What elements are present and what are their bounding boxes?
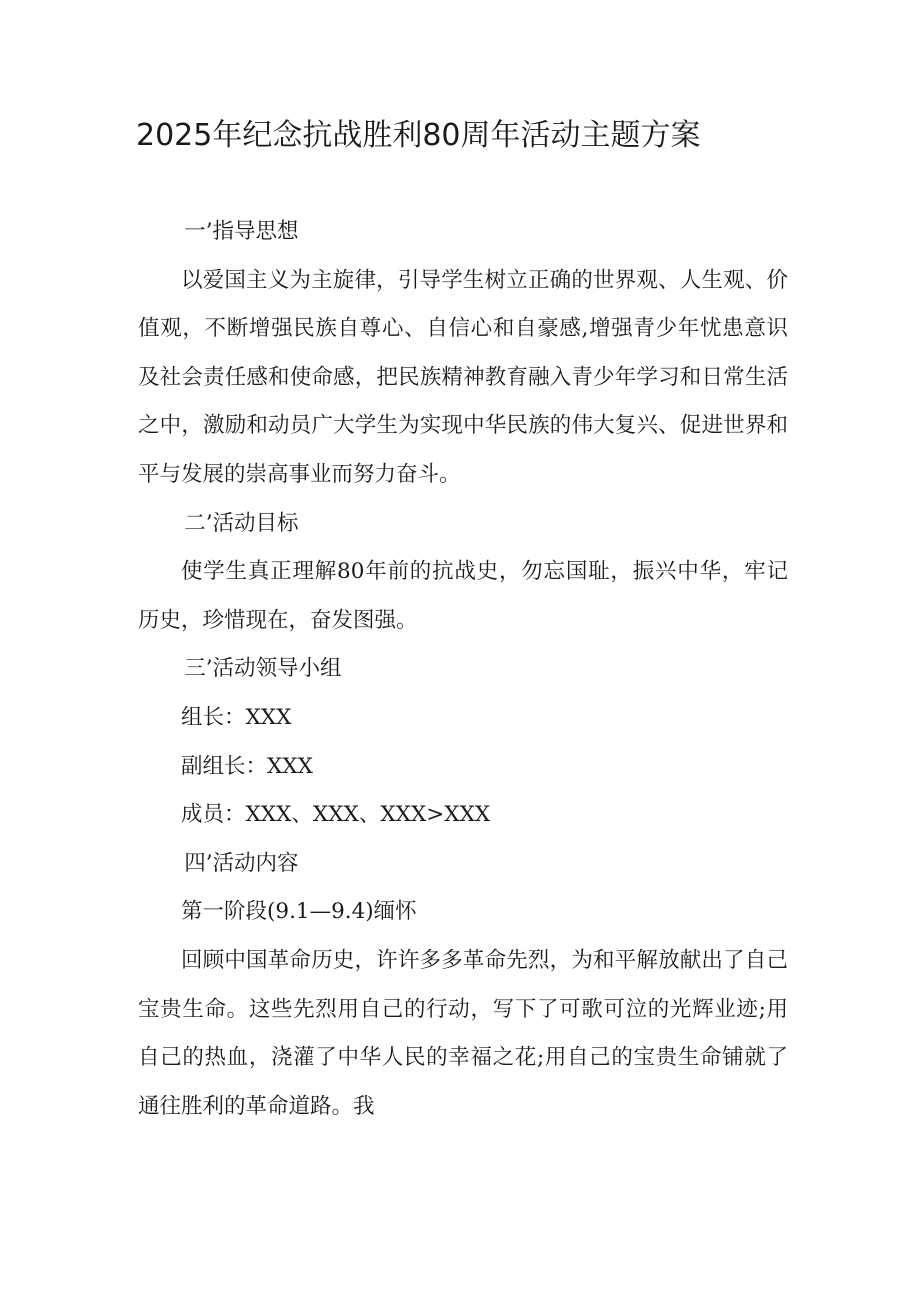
section-heading-activity-goals: 二’活动目标	[184, 510, 299, 536]
document-title: 2025年纪念抗战胜利80周年活动主题方案	[136, 118, 701, 153]
phase-one-heading: 第一阶段(9.1—9.4)缅怀	[181, 899, 417, 925]
section-heading-guiding-ideology: 一’指导思想	[184, 219, 299, 244]
document-body	[138, 208, 788, 1131]
section-heading-activity-content: 四’活动内容	[184, 850, 299, 876]
deputy-leader-line: 副组长：XXX	[181, 753, 313, 779]
section-heading-leadership-group: 三’活动领导小组	[184, 656, 342, 682]
paragraph-guiding-ideology: 以爱国主义为主旋律，引导学生树立正确的世界观、人生观、价值观，不断增强民族自尊心、自信心和自豪感,增强青少年忧患意识及社会责任感和使命感，把民族精神教育融入青少年学习和日常生活之中，激励和动员广大学生为实现中华民族的伟大复兴、促进世界和平与发展的崇高事业而努力奋斗。	[138, 267, 788, 487]
paragraph-phase-one: 回顾中国革命历史，许许多多革命先烈，为和平解放献出了自己宝贵生命。这些先烈用自己的行动，写下了可歌可泣的光辉业迹;用自己的热血，浇灌了中华人民的幸福之花;用自己的宝贵生命铺就了通往胜利的革命道路。我	[138, 947, 788, 1119]
paragraph-activity-goals: 使学生真正理解80年前的抗战史，勿忘国耻，振兴中华，牢记历史，珍惜现在，奋发图强。	[138, 559, 788, 633]
members-line: 成员：XXX、XXX、XXX>XXX	[181, 802, 491, 828]
leader-line: 组长：XXX	[181, 704, 292, 730]
